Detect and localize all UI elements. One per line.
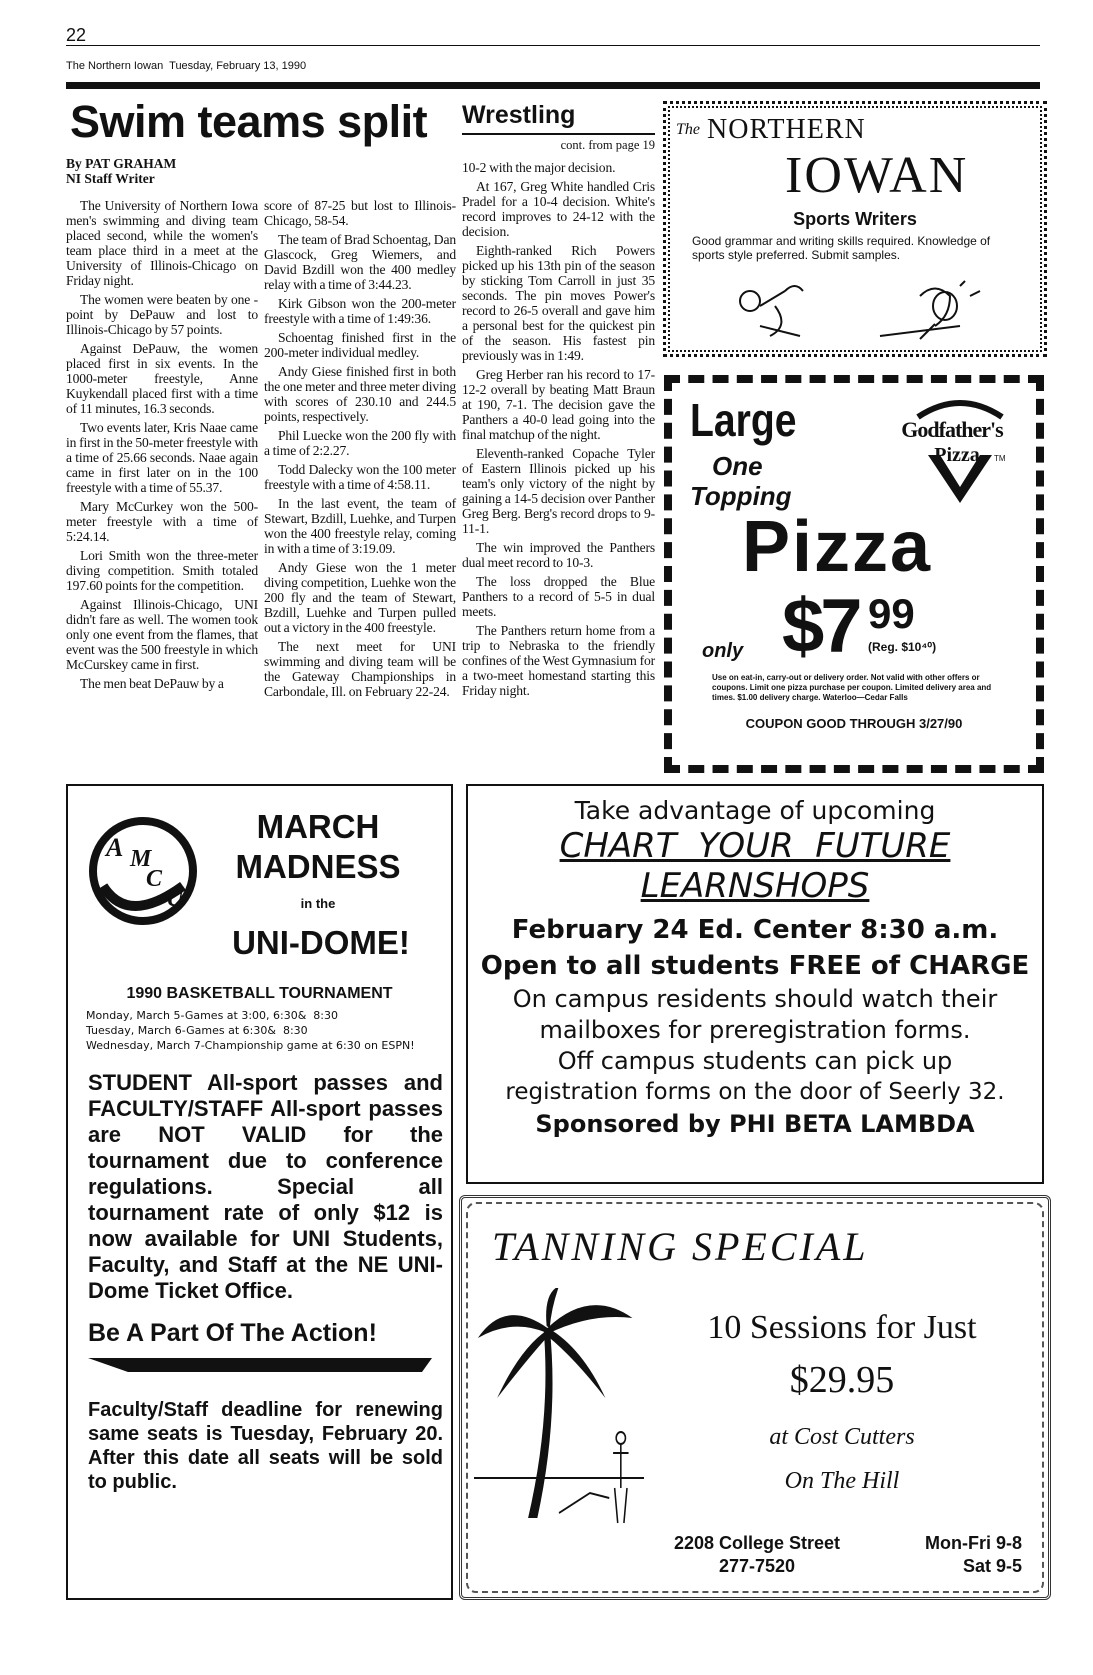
- logo-letter-a: A: [106, 833, 124, 862]
- paragraph: score of 87-25 but lost to Illinois-Chicago, 58-54.: [264, 198, 456, 228]
- regular-price: (Reg. $10⁴⁰): [868, 640, 937, 654]
- hours-saturday: Sat 9-5: [962, 1556, 1022, 1576]
- paragraph: Against Illinois-Chicago, UNI didn't fare as well. The women took only one event from the flames, that event was the 500 freestyle in which McCurskey came in first.: [66, 597, 258, 672]
- wrestling-rule: [462, 133, 655, 135]
- godfathers-pizza-word: Pizza: [934, 444, 980, 466]
- logo-letter-m: M: [130, 846, 152, 872]
- learn-sponsor: Sponsored by PHI BETA LAMBDA: [535, 1110, 975, 1138]
- ni-northern: NORTHERN: [707, 114, 866, 145]
- paragraph: The women were beaten by one -point by DePauw and lost to Illinois-Chicago by 57 points.: [66, 292, 258, 337]
- paragraph: Eighth-ranked Rich Powers picked up his 13th pin of the season by sticking Tom Carroll in just 35 seconds. The pin moves Power's record to 26-5 overall and gave him a personal best for the quickest pin of the season. His fastest pin previously was in 1:49.: [462, 243, 655, 363]
- paragraph: At 167, Greg White handled Cris Pradel for a 10-4 decision. White's record improves to 24-12 with the decision.: [462, 179, 655, 239]
- tanning-ad: [459, 1195, 1051, 1600]
- paragraph: 10-2 with the major decision.: [462, 160, 616, 175]
- paragraph: Schoentag finished first in the 200-meter individual medley.: [264, 330, 456, 360]
- schedule-line: Tuesday, March 6-Games at 6:30& 8:30: [86, 1024, 308, 1037]
- tanning-title: TANNING SPECIAL: [492, 1224, 869, 1269]
- schedule-line: Monday, March 5-Games at 3:00, 6:30& 8:30: [86, 1009, 339, 1022]
- paragraph: Two events later, Kris Naae came in first in the 50-meter freestyle with a time of 25.66 seconds. Naae again came in first later on in the 100 freestyle with a time of 55.37.: [66, 420, 258, 495]
- paragraph: The win improved the Panthers dual meet record to 10-3.: [462, 540, 655, 570]
- continued-note: cont. from page 19: [560, 138, 655, 152]
- ni-iowan: IOWAN: [785, 147, 969, 204]
- paragraph: The men beat DePauw by a: [80, 676, 224, 691]
- godfathers-brand: Godfather's: [901, 417, 1003, 442]
- ni-ad-title: Sports Writers: [793, 209, 917, 229]
- paragraph: The team of Brad Schoentag, Dan Glascock, Greg Wiemers, and David Bzdill won the 400 medley relay with a time of 3:44.23.: [264, 232, 456, 292]
- paragraph: Kirk Gibson won the 200-meter freestyle with a time of 1:49:36.: [264, 296, 456, 326]
- fine-print: Use on eat-in, carry-out or delivery order. Not valid with other offers or coupons. Limit one pizza purchase per coupon. Limited delivery area and times. $1.00 delivery charge. Waterloo—Cedar Falls: [712, 673, 992, 702]
- byline-author: By PAT GRAHAM: [66, 156, 177, 171]
- coupon-expiry: COUPON GOOD THROUGH 3/27/90: [745, 716, 963, 731]
- wedge-bar: [88, 1358, 432, 1372]
- action-slogan: Be A Part Of The Action!: [88, 1319, 377, 1347]
- ni-ad-body: Good grammar and writing skills required. Knowledge of sports style preferred. Submit samples.: [692, 234, 991, 262]
- address: 2208 College Street: [673, 1533, 841, 1553]
- thick-rule: [66, 82, 1040, 89]
- header-rule: [66, 45, 1040, 46]
- deadline-notice: Faculty/Staff deadline for renewing same seats is Tuesday, February 20. After this date all seats will be sold to public.: [88, 1399, 443, 1493]
- masthead-line: The Northern Iowan Tuesday, February 13, 1990: [66, 60, 307, 72]
- learn-date: February 24 Ed. Center 8:30 a.m.: [511, 915, 999, 945]
- paragraph: Andy Giese won the 1 meter diving competition, Luehke won the 200 fly and the team of Stewart, Bzdill, Luehke and Turpen pulled out a victory in the 400 freestyle.: [264, 560, 456, 635]
- learn-title-1: CHART YOUR FUTURE: [559, 826, 951, 866]
- learn-line: mailboxes for preregistration forms.: [539, 1016, 971, 1044]
- paragraph: Lori Smith won the three-meter diving competition. Smith totaled 197.60 points for the competition.: [66, 548, 258, 593]
- learn-title-2: LEARNSHOPS: [640, 866, 870, 906]
- tanning-price: $29.95: [789, 1359, 895, 1401]
- northern-iowan-ad: [668, 106, 1042, 352]
- learn-open: Open to all students FREE of CHARGE: [480, 951, 1030, 981]
- wrestling-column: [462, 160, 655, 702]
- sessions-offer: 10 Sessions for Just: [707, 1309, 977, 1346]
- logo-letter-c: C: [146, 866, 163, 892]
- paragraph: Mary McCurkey won the 500-meter freestyle with a time of 5:24.14.: [66, 499, 258, 544]
- pizza-headline: Pizza: [742, 507, 933, 587]
- learn-line: On campus residents should watch their: [512, 985, 998, 1013]
- byline: [66, 156, 176, 186]
- swim-column-2: [264, 198, 456, 703]
- in-the: in the: [300, 896, 336, 911]
- price-dollars: $7: [782, 584, 859, 669]
- page-number: 22: [66, 25, 87, 45]
- paragraph: Andy Giese finished first in both the one meter and three meter diving with scores of 230.10 and 244.5 points, respectively.: [264, 364, 456, 424]
- pizza-large: Large: [690, 394, 797, 446]
- pass-notice: STUDENT All-sport passes and FACULTY/STAFF All-sport passes are NOT VALID for the tournament due to conference regulations. Special all tournament rate of only $12 is now available for UNI Students, Faculty, and Staff at the NE UNI-Dome Ticket Office.: [88, 1070, 443, 1303]
- schedule: [86, 1008, 415, 1053]
- palm-tree-beach-illustration: [474, 1288, 644, 1528]
- schedule-line: Wednesday, March 7-Championship game at 6:30 on ESPN!: [86, 1039, 415, 1052]
- ni-the: The: [676, 121, 700, 138]
- pizza-one: One: [712, 451, 763, 481]
- march-lower-flow: [88, 1070, 443, 1494]
- paragraph: In the last event, the team of Stewart, Bzdill, Luehke, and Turpen won the 400 freestyle relay, coming in with a time of 3:19.09.: [264, 496, 456, 556]
- paragraph: The Panthers return home from a trip to Nebraska to the friendly confines of the West Gymnasium for a two-meet homestand starting this Friday night.: [462, 623, 655, 698]
- wrestling-headline: Wrestling: [462, 101, 576, 129]
- cost-cutters: at Cost Cutters: [769, 1424, 915, 1450]
- learn-line: Off campus students can pick up: [557, 1047, 953, 1075]
- amcu-logo: [88, 816, 198, 926]
- learnshops-ad: [466, 784, 1044, 1184]
- pizza-topping: Topping: [690, 481, 792, 511]
- paragraph: Against DePauw, the women placed first in six events. In the 1000-meter freestyle, Anne Kuykendall placed first with a time of 11 minutes, 16.3 seconds.: [66, 341, 258, 416]
- paragraph: Todd Dalecky won the 100 meter freestyle with a time of 4:58.11.: [264, 462, 456, 492]
- uni-dome: UNI-DOME!: [232, 924, 410, 961]
- price-cents: 99: [868, 590, 915, 637]
- paragraph: Eleventh-ranked Copache Tyler of Eastern Illinois picked up his team's only victory of the night by gaining a 14-5 decision over Panther Greg Berg. Berg's record drops to 9-11-1.: [462, 446, 655, 536]
- tournament-title: 1990 BASKETBALL TOURNAMENT: [126, 985, 393, 1002]
- paragraph: The loss dropped the Blue Panthers to a record of 5-5 in dual meets.: [462, 574, 655, 619]
- trademark: TM: [994, 454, 1006, 463]
- phone: 277-7520: [718, 1556, 796, 1576]
- learn-line: registration forms on the door of Seerly 32.: [505, 1079, 1005, 1105]
- paragraph: The next meet for UNI swimming and diving team will be the Gateway Championships in Carbondale, Ill. on February 22-24.: [264, 639, 456, 699]
- madness-title: MADNESS: [235, 848, 401, 885]
- sports-cartoon-illustration: [730, 276, 990, 346]
- byline-title: NI Staff Writer: [66, 171, 155, 186]
- march-title: MARCH: [256, 808, 380, 845]
- swim-column-1: [66, 198, 258, 695]
- logo-letter-u: U: [166, 886, 184, 912]
- paragraph: Greg Herber ran his record to 17-12-2 overall by beating Matt Braun at 190, 7-1. The decision gave the Panthers a 40-0 lead going into the final matchup of the night.: [462, 367, 655, 442]
- swim-headline: Swim teams split: [70, 96, 428, 147]
- pizza-only: only: [702, 640, 744, 662]
- march-madness-ad: [66, 784, 453, 1600]
- paragraph: The University of Northern Iowa men's swimming and diving team placed second, while the women's team place third in a meet at the University of Illinois-Chicago on Friday night.: [66, 198, 258, 288]
- learn-intro: Take advantage of upcoming: [574, 796, 936, 825]
- paragraph: Phil Luecke won the 200 fly with a time of 2:2.27.: [264, 428, 456, 458]
- hours-weekday: Mon-Fri 9-8: [925, 1533, 1022, 1553]
- on-the-hill: On The Hill: [784, 1468, 900, 1494]
- godfathers-pizza-coupon[interactable]: [664, 375, 1044, 773]
